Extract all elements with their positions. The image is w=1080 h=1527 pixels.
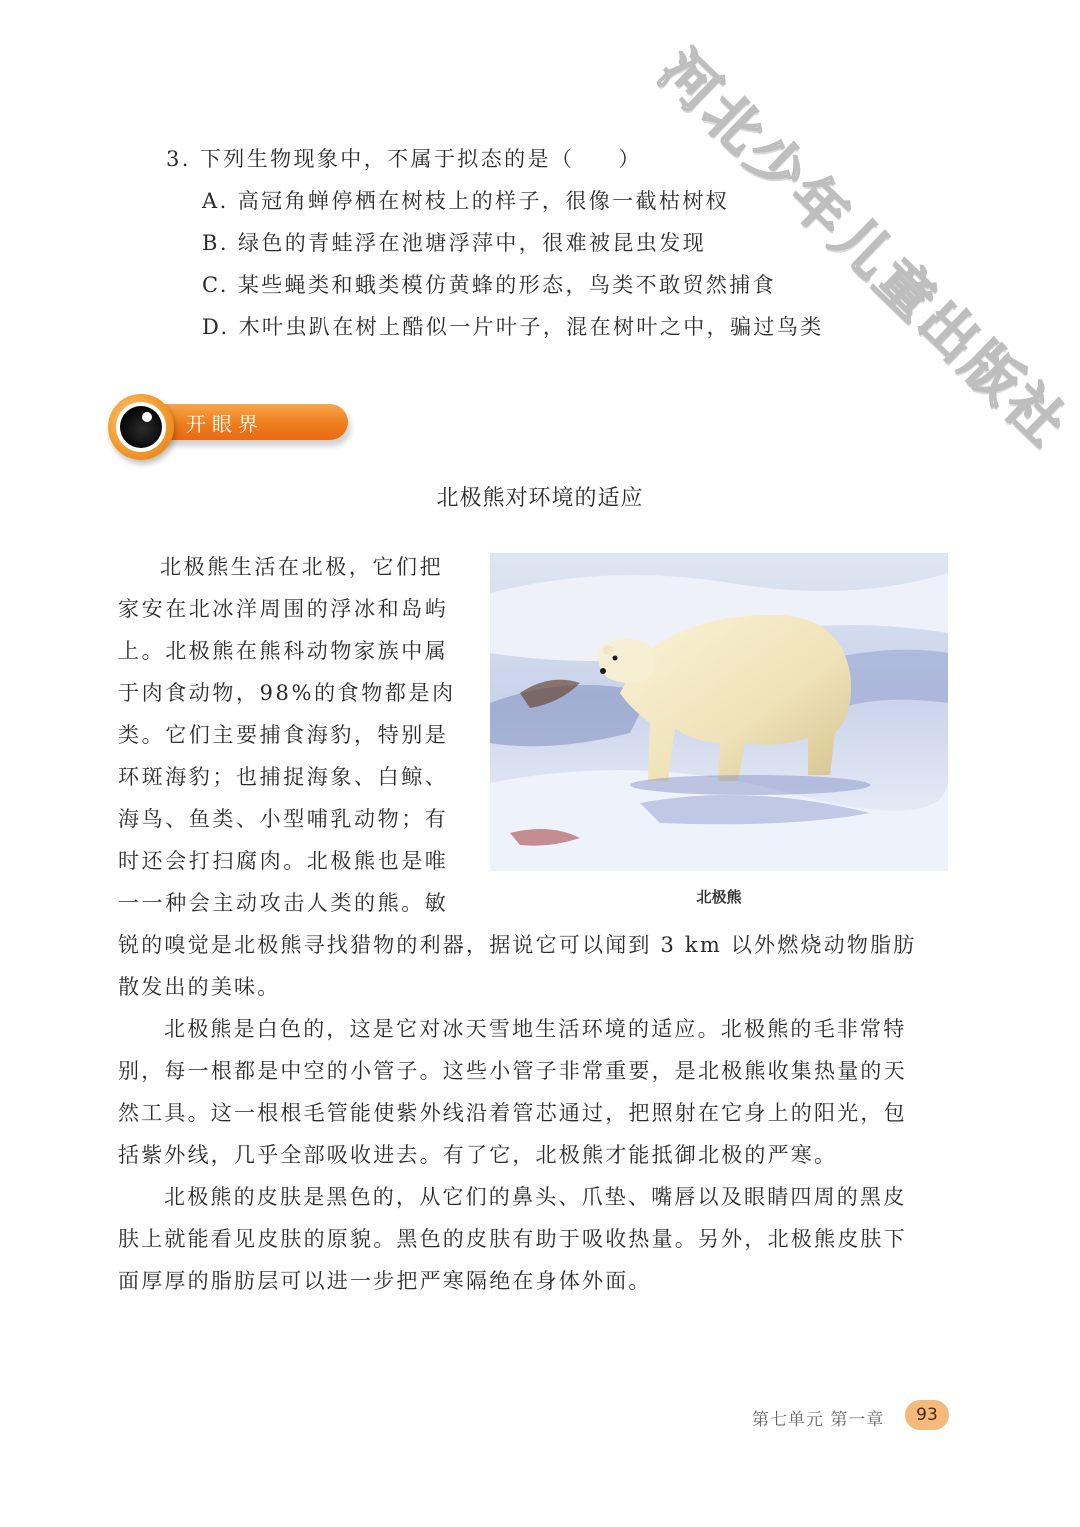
page-number: 93: [905, 1400, 949, 1430]
paragraph-line: 海鸟、鱼类、小型哺乳动物；有: [118, 807, 449, 831]
paragraph-line: 肤上就能看见皮肤的原貌。黑色的皮肤有助于吸收热量。另外，北极熊皮肤下: [118, 1227, 907, 1251]
question-option-c: C. 某些蝇类和蛾类模仿黄蜂的形态，鸟类不敢贸然捕食: [202, 273, 777, 297]
question-stem-close: ）: [618, 147, 642, 171]
photo-caption: 北极熊: [696, 888, 742, 906]
paragraph-line: 北极熊是白色的，这是它对冰天雪地生活环境的适应。北极熊的毛非常特: [164, 1017, 907, 1041]
paragraph-line: 括紫外线，几乎全部吸收进去。有了它，北极熊才能抵御北极的严寒。: [118, 1143, 838, 1167]
paragraph-line: 北极熊的皮肤是黑色的，从它们的鼻头、爪垫、嘴唇以及眼睛四周的黑皮: [164, 1185, 907, 1209]
paragraph-line: 家安在北冰洋周围的浮冰和岛屿: [118, 597, 449, 621]
publisher-watermark: 河北少年儿童出版社: [646, 38, 1080, 461]
section-banner: [108, 394, 358, 468]
banner-label: 开眼界: [186, 412, 264, 436]
question-option-b: B. 绿色的青蛙浮在池塘浮萍中，很难被昆虫发现: [202, 231, 706, 255]
paragraph-line: 散发出的美味。: [118, 975, 281, 999]
paragraph-line: 面厚厚的脂肪层可以进一步把严寒隔绝在身体外面。: [118, 1269, 652, 1293]
paragraph-line: 一一种会主动攻击人类的熊。敏: [118, 891, 449, 915]
paragraph-line: 别，每一根都是中空的小管子。这些小管子非常重要，是北极熊收集热量的天: [118, 1059, 907, 1083]
paragraph-line: 锐的嗅觉是北极熊寻找猎物的利器，据说它可以闻到 3 km 以外燃烧动物脂肪: [118, 933, 917, 957]
polar-bear-photo: [490, 553, 948, 871]
eye-icon: [108, 394, 174, 460]
paragraph-line: 然工具。这一根根毛管能使紫外线沿着管芯通过，把照射在它身上的阳光，包: [118, 1101, 907, 1125]
question-option-d: D. 木叶虫趴在树上酷似一片叶子，混在树叶之中，骗过鸟类: [202, 315, 824, 339]
question-option-a: A. 高冠角蝉停栖在树枝上的样子，很像一截枯树杈: [202, 189, 730, 213]
article-title: 北极熊对环境的适应: [436, 486, 644, 511]
question-stem-text: 3. 下列生物现象中，不属于拟态的是（: [166, 147, 575, 171]
paragraph-line: 时还会打扫腐肉。北极熊也是唯: [118, 849, 449, 873]
paragraph-line: 类。它们主要捕食海豹，特别是: [118, 723, 449, 747]
paragraph-line: 北极熊生活在北极，它们把: [160, 555, 444, 579]
paragraph-line: 上。北极熊在熊科动物家族中属: [118, 639, 449, 663]
paragraph-line: 环斑海豹；也捕捉海象、白鲸、: [118, 765, 449, 789]
paragraph-line: 于肉食动物，98%的食物都是肉: [118, 681, 456, 705]
chapter-label: 第七单元 第一章: [752, 1410, 885, 1430]
question-stem: [166, 143, 642, 173]
